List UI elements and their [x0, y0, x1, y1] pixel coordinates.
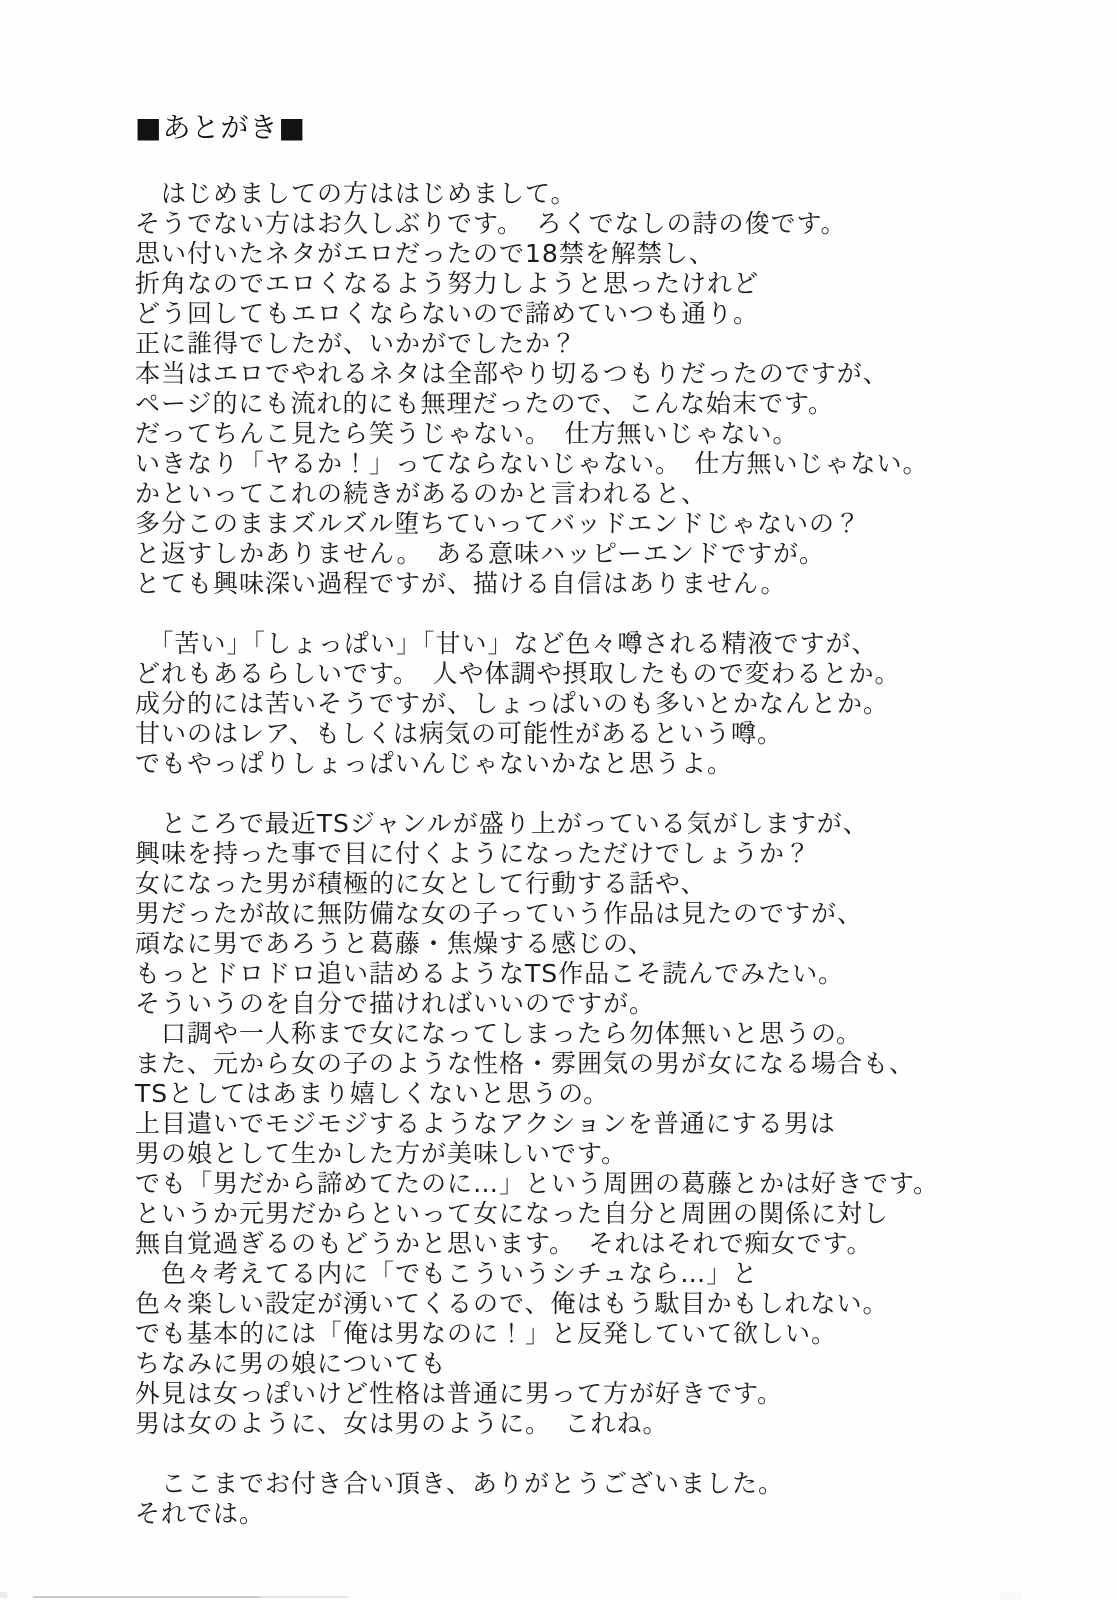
text-line: それでは。 — [135, 1499, 266, 1528]
text-line: また、元から女の子のような性格・雰囲気の男が女になる場合も、 — [135, 1049, 916, 1078]
text-line: 正に誰得でしたが、いかがでしたか？ — [135, 329, 578, 358]
text-line: 色々考えてる内に「でもこういうシチュなら…」と — [135, 1259, 759, 1288]
scan-artifact-bottom-line-faint — [260, 1596, 348, 1598]
text-line: とても興味深い過程ですが、描ける自信はありません。 — [135, 569, 787, 598]
scan-artifact-corner-dot — [0, 1592, 7, 1598]
text-line: と返すしかありません。 ある意味ハッピーエンドですが。 — [135, 539, 826, 568]
text-line: でも基本的には「俺は男なのに！」と反発していて欲しい。 — [135, 1319, 838, 1348]
text-line: いきなり「ヤるか！」ってならないじゃない。 仕方無いじゃない。 — [135, 449, 929, 478]
text-line: でもやっぱりしょっぱいんじゃないかなと思うよ。 — [135, 749, 734, 778]
text-line: 本当はエロでやれるネタは全部やり切るつもりだったのですが、 — [135, 359, 889, 388]
text-line: だってちんこ見たら笑うじゃない。 仕方無いじゃない。 — [135, 419, 799, 448]
paragraph — [135, 1469, 1005, 1529]
text-line: 無自覚過ぎるのもどうかと思います。 それはそれで痴女です。 — [135, 1229, 873, 1258]
text-line: 甘いのはレア、もしくは病気の可能性があるという噂。 — [135, 719, 784, 748]
text-line: 興味を持った事で目に付くようになっただけでしょうか？ — [135, 839, 812, 868]
text-line: ページ的にも流れ的にも無理だったので、こんな始末です。 — [135, 389, 835, 418]
text-line: 多分このままズルズル堕ちていってバッドエンドじゃないの？ — [135, 509, 862, 538]
text-line: もっとドロドロ追い詰めるようなTS作品こそ読んでみたい。 — [135, 959, 845, 988]
text-line: そうでない方はお久しぶりです。 ろくでなしの詩の俊です。 — [135, 209, 847, 238]
text-line: はじめましての方ははじめまして。 — [135, 179, 577, 208]
paragraph — [135, 179, 1005, 599]
text-line: ちなみに男の娘についても — [135, 1349, 447, 1378]
text-line: そういうのを自分で描ければいいのですが。 — [135, 989, 656, 1018]
text-line: 頑なに男であろうと葛藤・焦燥する感じの、 — [135, 929, 655, 958]
paragraph — [135, 629, 1005, 779]
text-line: ここまでお付き合い頂き、ありがとうございました。 — [135, 1469, 785, 1498]
text-line: どれもあるらしいです。 人や体調や摂取したもので変わるとか。 — [135, 659, 901, 688]
text-line: 男の娘として生かした方が美味しいです。 — [135, 1139, 628, 1168]
text-line: 折角なのでエロくなるよう努力しようと思ったけれど — [135, 269, 760, 298]
text-line: 成分的には苦いそうですが、しょっぱいのも多いとかなんとか。 — [135, 689, 890, 718]
afterword-body — [135, 179, 1005, 1529]
text-line: 男だったが故に無防備な女の子っていう作品は見たのですが、 — [135, 899, 864, 928]
text-line: どう回してもエロくならないので諦めていつも通り。 — [135, 299, 760, 328]
text-line: でも「男だから諦めてたのに…」という周囲の葛藤とかは好きです。 — [135, 1169, 940, 1198]
afterword-title: ■あとがき■ — [135, 111, 306, 144]
scan-artifact-right-patch — [1000, 1591, 1022, 1600]
text-line: かといってこれの続きがあるのかと言われると、 — [135, 479, 708, 508]
text-line: 女になった男が積極的に女として行動する話や、 — [135, 869, 707, 898]
text-line: 上目遣いでモジモジするようなアクションを普通にする男は — [135, 1109, 836, 1138]
text-line: 「苦い」「しょっぱい」「甘い」など色々噂される精液ですが、 — [135, 629, 878, 658]
scan-artifact-bottom-line — [33, 1596, 260, 1598]
afterword-content — [135, 110, 1005, 1529]
text-line: 思い付いたネタがエロだったので18禁を解禁し、 — [135, 239, 715, 268]
text-line: TSとしてはあまり嬉しくないと思うの。 — [135, 1079, 610, 1108]
text-line: 外見は女っぽいけど性格は普通に男って方が好きです。 — [135, 1379, 784, 1408]
text-line: 色々楽しい設定が湧いてくるので、俺はもう駄目かもしれない。 — [135, 1289, 889, 1318]
text-line: 男は女のように、女は男のように。 これね。 — [135, 1409, 669, 1438]
paragraph — [135, 809, 1005, 1439]
text-line: というか元男だからといって女になった自分と周囲の関係に対し — [135, 1199, 890, 1228]
text-line: 口調や一人称まで女になってしまったら勿体無いと思うの。 — [135, 1019, 863, 1048]
text-line: ところで最近TSジャンルが盛り上がっている気がしますが、 — [135, 809, 869, 838]
